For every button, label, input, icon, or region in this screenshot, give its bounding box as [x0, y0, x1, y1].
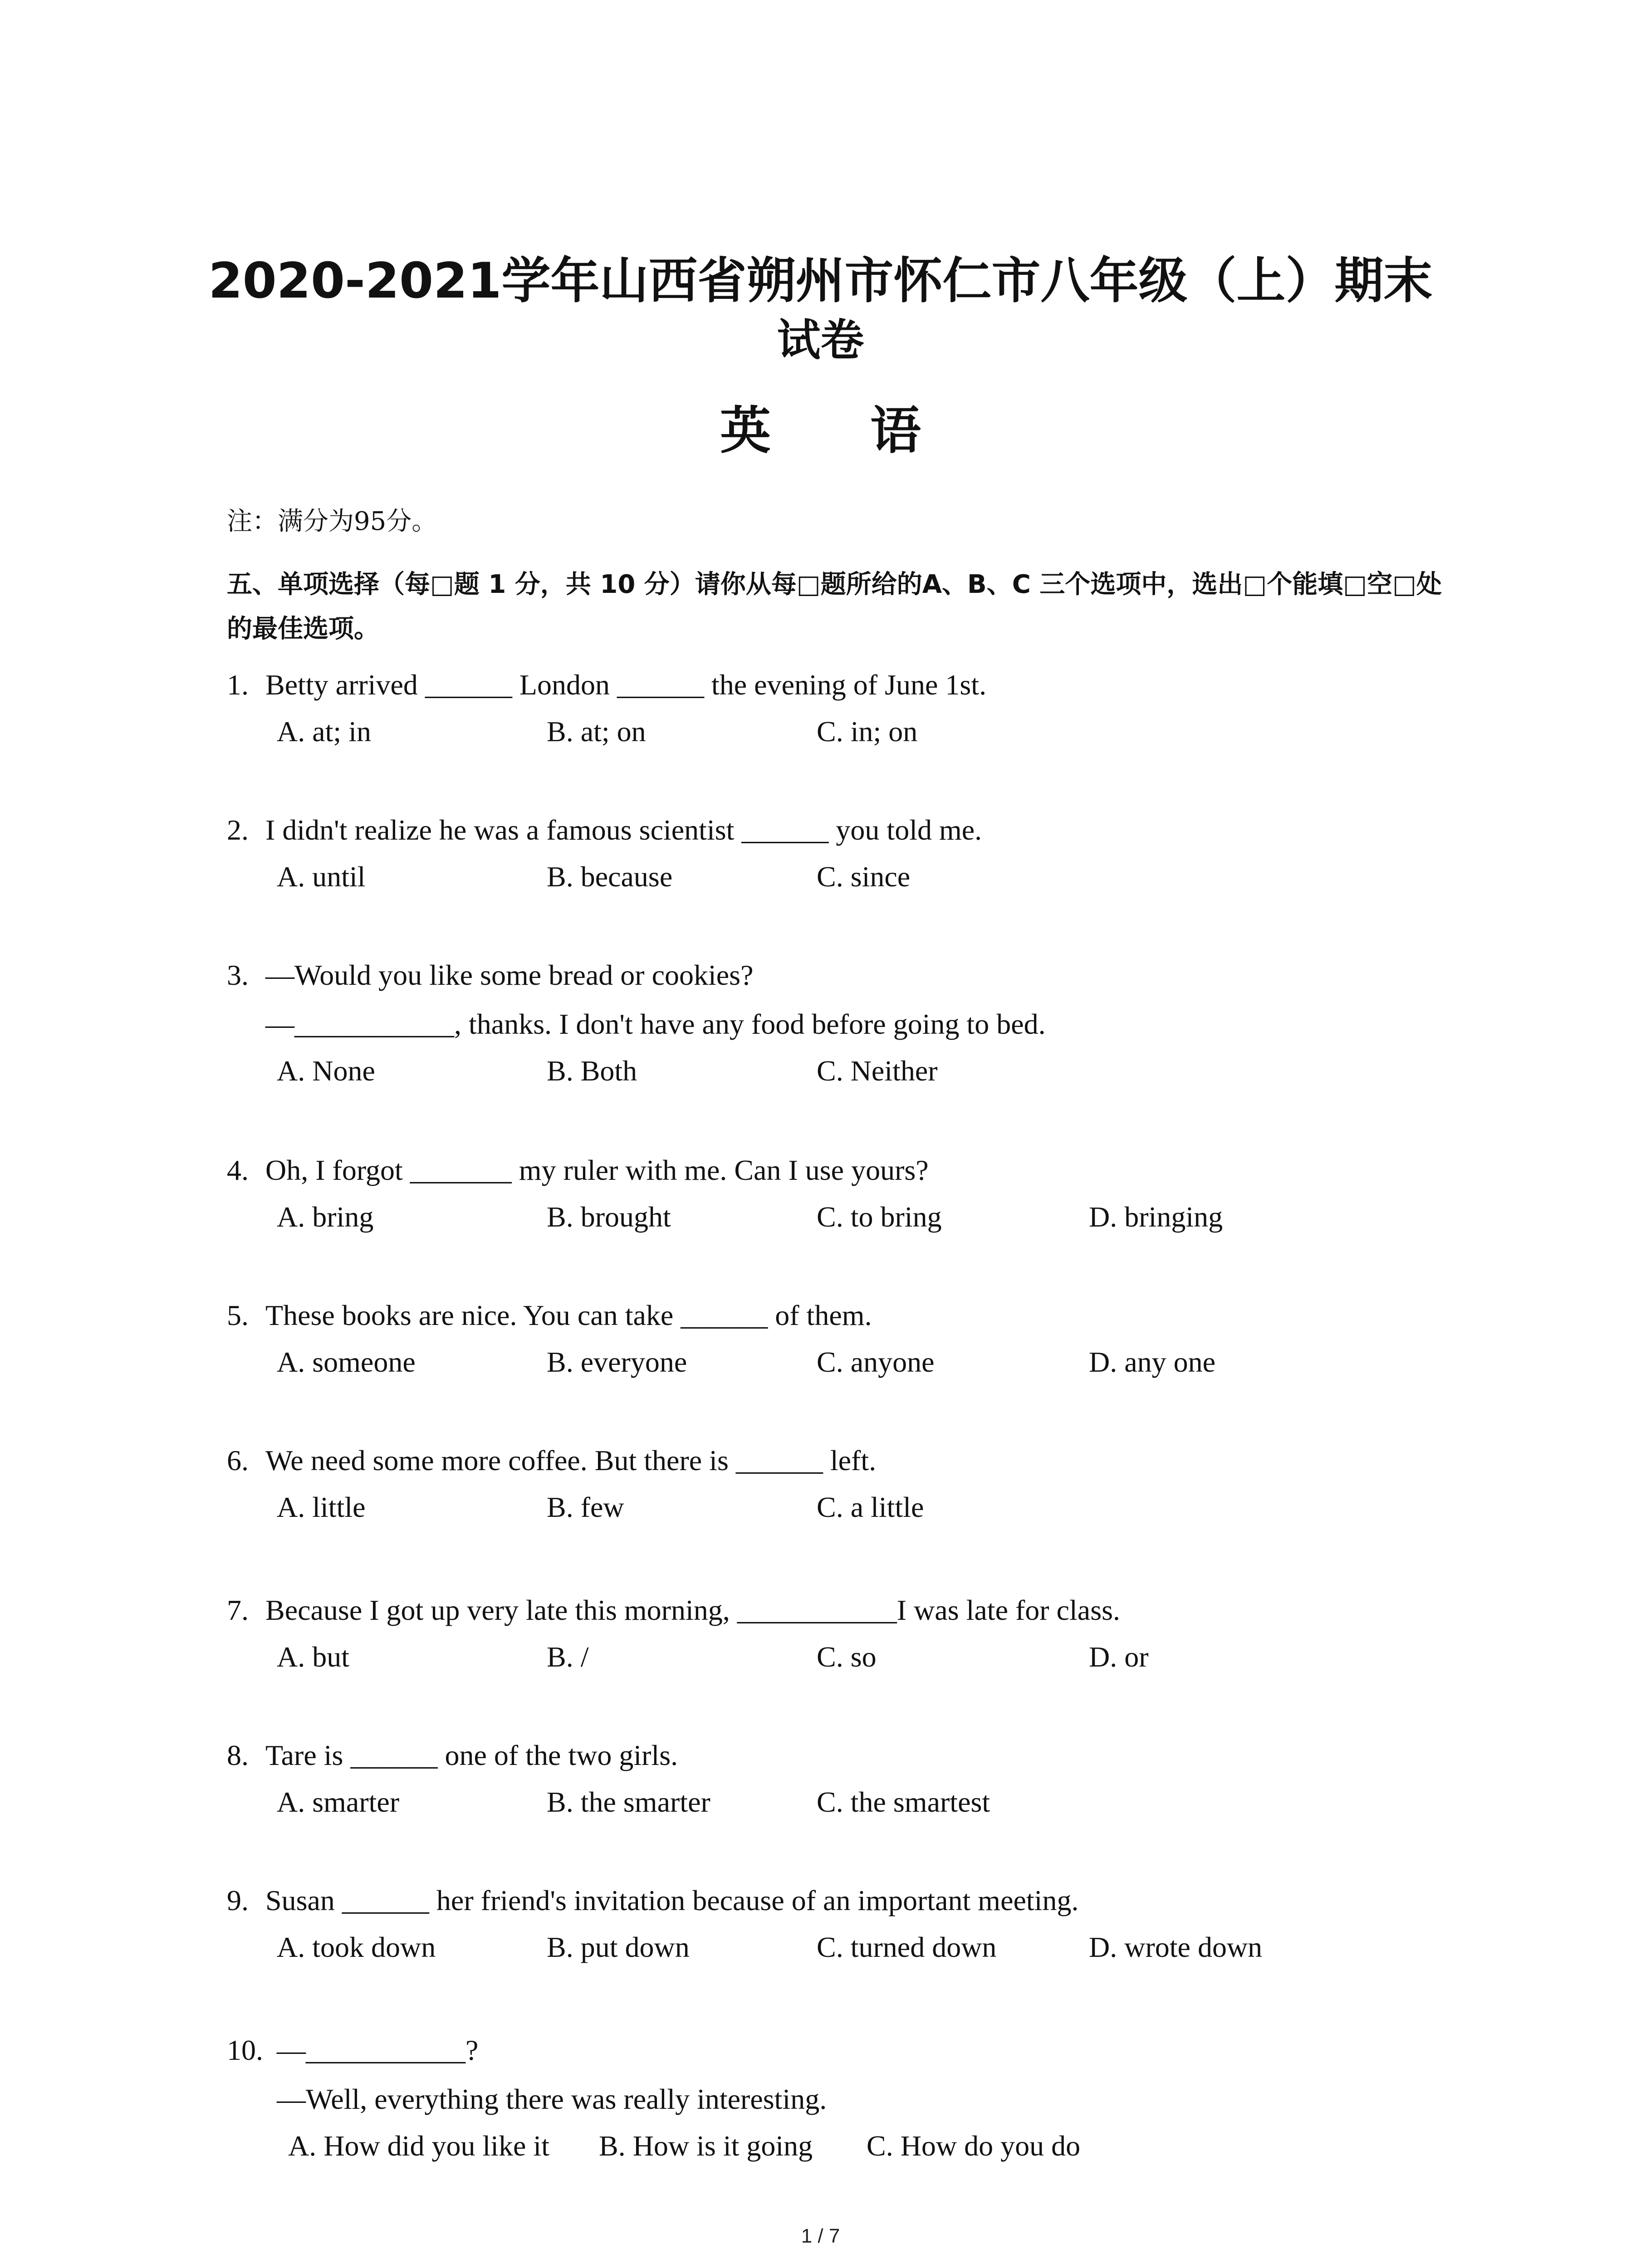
answer-option: B. put down	[547, 1931, 690, 1963]
answer-option: B. /	[547, 1641, 589, 1673]
question-number: 3.	[227, 959, 249, 991]
question-number: 5.	[227, 1299, 249, 1331]
answer-option: B. brought	[547, 1201, 671, 1233]
exam-title-continued: 试卷	[777, 315, 864, 366]
answer-option: B. because	[547, 860, 673, 893]
question-number: 4.	[227, 1154, 249, 1186]
question-stem: I didn't realize he was a famous scientist ______ you told me.	[265, 814, 982, 846]
answer-option: A. until	[277, 860, 366, 893]
answer-option: D. wrote down	[1089, 1931, 1263, 1963]
answer-option: A. None	[277, 1055, 375, 1087]
answer-option: B. Both	[547, 1055, 637, 1087]
exam-title: 2020-2021学年山西省朔州市怀仁市八年级（上）期末	[208, 253, 1433, 309]
question-number: 8.	[227, 1739, 249, 1771]
section-instruction: 五、单项选择（每□题 1 分，共 10 分）请你从每□题所给的A、B、C 三个选项中，选出□个能填□空□处的最佳选项。	[227, 570, 1442, 644]
question-stem: Susan ______ her friend's invitation because of an important meeting.	[265, 1884, 1079, 1916]
answer-option: A. How did you like it	[288, 2130, 549, 2162]
answer-option: C. the smartest	[817, 1786, 990, 1818]
question-number: 1.	[227, 669, 249, 701]
answer-option: C. to bring	[817, 1201, 942, 1233]
question-stem: We need some more coffee. But there is ______ left.	[265, 1444, 877, 1476]
answer-option: A. at; in	[277, 715, 371, 748]
subject-heading: 英 语	[720, 401, 962, 460]
answer-option: D. or	[1089, 1641, 1149, 1673]
answer-option: C. so	[817, 1641, 877, 1673]
answer-option: C. anyone	[817, 1346, 935, 1378]
answer-option: D. bringing	[1089, 1201, 1223, 1233]
answer-option: A. someone	[277, 1346, 416, 1378]
answer-option: B. at; on	[547, 715, 646, 748]
answer-option: D. any one	[1089, 1346, 1216, 1378]
question-number: 9.	[227, 1884, 249, 1916]
answer-option: C. turned down	[817, 1931, 997, 1963]
answer-option: A. took down	[277, 1931, 436, 1963]
question-number: 6.	[227, 1444, 249, 1476]
answer-option: C. since	[817, 860, 911, 893]
question-stem: These books are nice. You can take ______ of them.	[265, 1299, 872, 1331]
answer-option: A. bring	[277, 1201, 374, 1233]
answer-option: B. the smarter	[547, 1786, 710, 1818]
question-stem: —___________?	[277, 2034, 479, 2066]
answer-option: C. a little	[817, 1491, 924, 1523]
score-note: 注：满分为95分。	[227, 507, 437, 536]
answer-option: A. smarter	[277, 1786, 400, 1818]
answer-option: C. Neither	[817, 1055, 938, 1087]
answer-option: C. How do you do	[867, 2130, 1081, 2162]
question-stem: —Would you like some bread or cookies?	[265, 959, 754, 991]
question-number: 7.	[227, 1594, 249, 1626]
question-stem: Tare is ______ one of the two girls.	[265, 1739, 678, 1771]
question-number: 2.	[227, 814, 249, 846]
answer-option: A. but	[277, 1641, 349, 1673]
answer-option: B. How is it going	[599, 2130, 813, 2162]
question-number: 10.	[227, 2034, 263, 2066]
question-stem: —Well, everything there was really interesting.	[277, 2083, 827, 2115]
page-indicator: 1 / 7	[801, 2225, 840, 2247]
question-stem: Betty arrived ______ London ______ the evening of June 1st.	[265, 669, 987, 701]
answer-option: B. few	[547, 1491, 624, 1523]
answer-option: C. in; on	[817, 715, 918, 748]
question-stem: Because I got up very late this morning, ___________I was late for class.	[265, 1594, 1120, 1626]
answer-option: B. everyone	[547, 1346, 687, 1378]
answer-option: A. little	[277, 1491, 366, 1523]
question-stem: Oh, I forgot _______ my ruler with me. Can I use yours?	[265, 1154, 929, 1186]
question-stem: —___________, thanks. I don't have any food before going to bed.	[265, 1008, 1046, 1040]
